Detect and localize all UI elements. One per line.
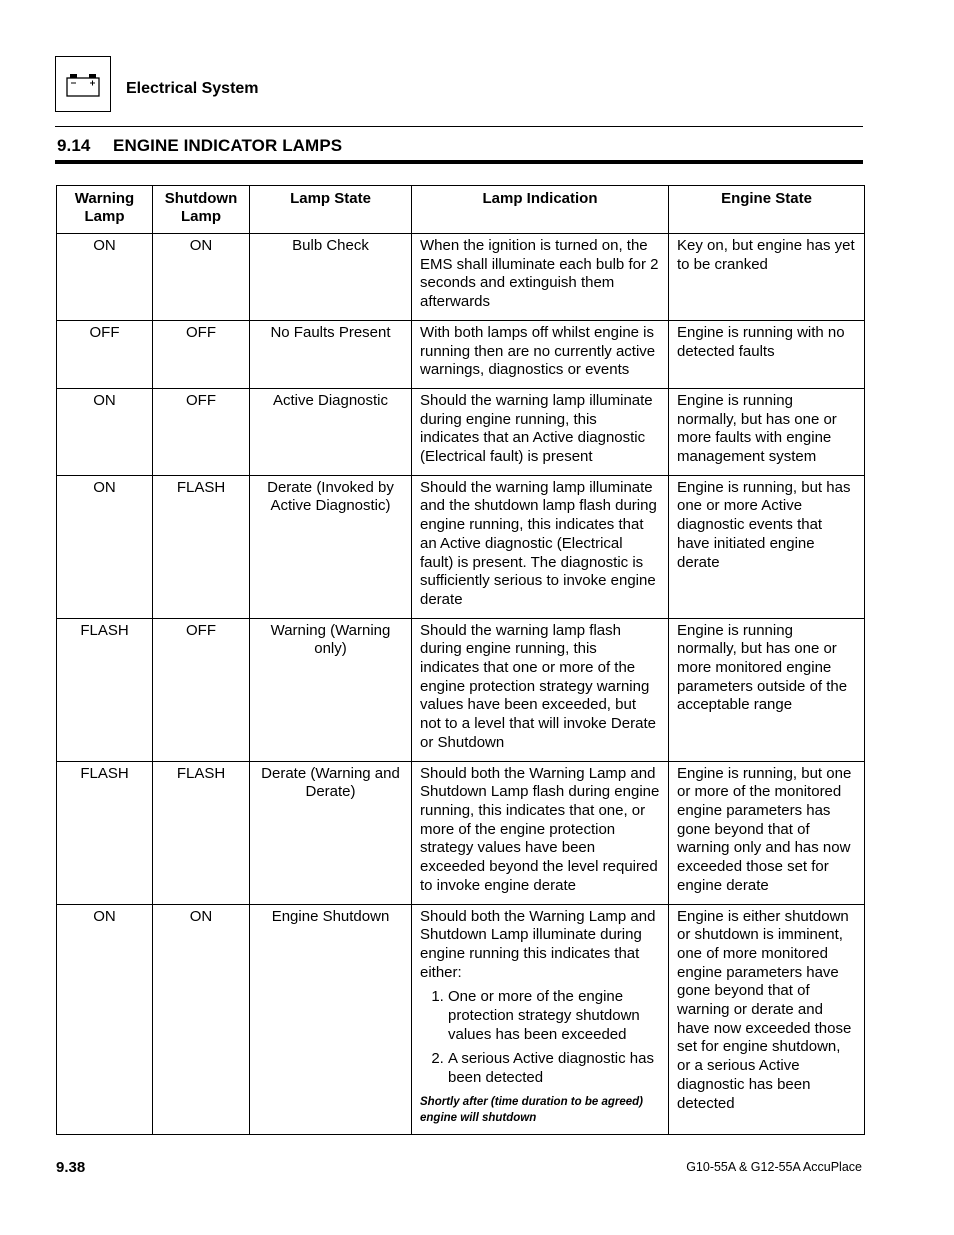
heading-divider xyxy=(55,160,863,164)
heading-title: ENGINE INDICATOR LAMPS xyxy=(113,136,343,155)
document-title: G10-55A & G12-55A AccuPlace xyxy=(686,1160,862,1174)
table-row xyxy=(57,475,865,618)
list-item: 2. A serious Active diagnostic has been detected xyxy=(448,1050,660,1087)
column-header-warning-lamp: Warning Lamp xyxy=(57,186,153,234)
column-header-engine-state: Engine State xyxy=(669,186,865,234)
lamp-indication-cell xyxy=(412,904,669,1134)
warning-lamp-cell: FLASH xyxy=(57,761,153,904)
section-label: Electrical System xyxy=(126,80,259,97)
warning-lamp-cell: ON xyxy=(57,388,153,475)
section-icon-box xyxy=(55,56,111,112)
engine-state-cell: Engine is running, but one or more of the monitored engine parameters has gone beyond that of warning only and has now exceeded those set for engine derate xyxy=(669,761,865,904)
column-header-shutdown-lamp: Shutdown Lamp xyxy=(153,186,250,234)
table-row xyxy=(57,234,865,321)
warning-lamp-cell: OFF xyxy=(57,320,153,388)
table-row xyxy=(57,904,865,1134)
lamp-indication-cell: With both lamps off whilst engine is running then are no currently active warnings, diagnostics or events xyxy=(412,320,669,388)
column-header-lamp-state: Lamp State xyxy=(250,186,412,234)
table-header-row xyxy=(57,186,865,234)
lamp-state-cell: Engine Shutdown xyxy=(250,904,412,1134)
warning-lamp-cell: ON xyxy=(57,475,153,618)
lamp-indication-cell: When the ignition is turned on, the EMS shall illuminate each bulb for 2 seconds and extinguish them afterwards xyxy=(412,234,669,321)
lamp-indication-cell: Should the warning lamp illuminate during engine running, this indicates that an Active diagnostic (Electrical fault) is present xyxy=(412,388,669,475)
shutdown-lamp-cell: FLASH xyxy=(153,475,250,618)
warning-lamp-cell: FLASH xyxy=(57,618,153,761)
lamp-state-cell: Derate (Invoked by Active Diagnostic) xyxy=(250,475,412,618)
warning-lamp-cell: ON xyxy=(57,234,153,321)
heading-number: 9.14 xyxy=(57,136,91,155)
lamp-indication-text: Should both the Warning Lamp and Shutdown Lamp illuminate during engine running this indicates that either: xyxy=(420,907,656,981)
lamp-state-cell: No Faults Present xyxy=(250,320,412,388)
shutdown-note: Shortly after (time duration to be agreed) engine will shutdown xyxy=(420,1095,643,1124)
list-item: 1. One or more of the engine protection strategy shutdown values has been exceeded xyxy=(448,988,660,1044)
engine-indicator-table xyxy=(56,185,865,1135)
indication-list xyxy=(420,988,660,1088)
lamp-indication-cell: Should the warning lamp flash during engine running, this indicates that one or more of the engine protection strategy warning values have been exceeded, but not to a level that will invoke Derate or Shutdown xyxy=(412,618,669,761)
table-row xyxy=(57,618,865,761)
engine-state-cell: Engine is running normally, but has one or more faults with engine management system xyxy=(669,388,865,475)
shutdown-lamp-cell: OFF xyxy=(153,320,250,388)
page-number: 9.38 xyxy=(56,1159,86,1176)
header-divider xyxy=(55,126,863,127)
lamp-indication-cell: Should the warning lamp illuminate and the shutdown lamp flash during engine running, this indicates that an Active diagnostic (Electrical fault) is present. The diagnostic is sufficiently serious to invoke engine derate xyxy=(412,475,669,618)
shutdown-lamp-cell: OFF xyxy=(153,618,250,761)
page-title xyxy=(57,136,342,156)
column-header-lamp-indication: Lamp Indication xyxy=(412,186,669,234)
battery-icon xyxy=(66,73,100,97)
shutdown-lamp-cell: OFF xyxy=(153,388,250,475)
engine-state-cell: Engine is running, but has one or more Active diagnostic events that have initiated engine derate xyxy=(669,475,865,618)
engine-state-cell: Key on, but engine has yet to be cranked xyxy=(669,234,865,321)
engine-state-cell: Engine is running with no detected faults xyxy=(669,320,865,388)
engine-state-cell: Engine is either shutdown or shutdown is imminent, one of more monitored engine parameters have gone beyond that of warning or derate and have now exceeded those set for engine shutdown, or a serious Active diagnostic has been detected xyxy=(669,904,865,1134)
lamp-indication-cell: Should both the Warning Lamp and Shutdown Lamp flash during engine running, this indicates that one, or more of the engine protection strategy values have been exceeded beyond the level required to invoke engine derate xyxy=(412,761,669,904)
lamp-state-cell: Derate (Warning and Derate) xyxy=(250,761,412,904)
table-row xyxy=(57,388,865,475)
engine-state-cell: Engine is running normally, but has one or more monitored engine parameters outside of the acceptable range xyxy=(669,618,865,761)
lamp-state-cell: Warning (Warning only) xyxy=(250,618,412,761)
shutdown-lamp-cell: FLASH xyxy=(153,761,250,904)
shutdown-lamp-cell: ON xyxy=(153,234,250,321)
lamp-state-cell: Bulb Check xyxy=(250,234,412,321)
warning-lamp-cell: ON xyxy=(57,904,153,1134)
shutdown-lamp-cell: ON xyxy=(153,904,250,1134)
table-row xyxy=(57,320,865,388)
lamp-state-cell: Active Diagnostic xyxy=(250,388,412,475)
table-row xyxy=(57,761,865,904)
